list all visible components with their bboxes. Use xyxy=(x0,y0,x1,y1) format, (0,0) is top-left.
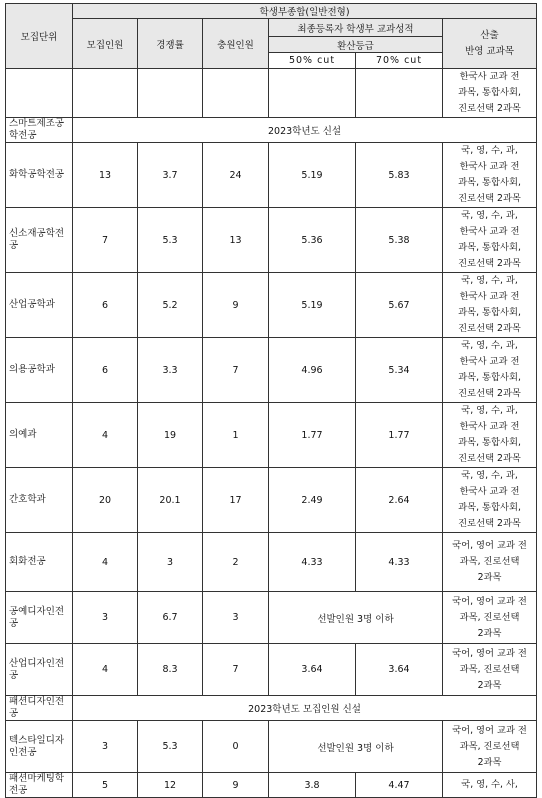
filled-cell: 1 xyxy=(203,403,269,468)
filled-cell: 2 xyxy=(203,533,269,592)
filled-cell: 17 xyxy=(203,468,269,533)
ratio-cell: 5.3 xyxy=(138,721,203,773)
note-cell: 선발인원 3명 이하 xyxy=(269,592,443,644)
recruit-cell: 3 xyxy=(73,721,138,773)
ratio-cell: 3 xyxy=(138,533,203,592)
cut70-cell: 5.67 xyxy=(356,273,443,338)
cut70-cell: 2.64 xyxy=(356,468,443,533)
ratio-cell: 3.7 xyxy=(138,143,203,208)
cut50-cell: 3.64 xyxy=(269,644,356,696)
recruit-cell: 13 xyxy=(73,143,138,208)
unit-cell: 산업디자인전 공 xyxy=(6,644,73,696)
table-body xyxy=(6,69,537,798)
subject-cell: 국, 영, 수, 과, 한국사 교과 전 과목, 통합사회, 진로선택 2과목 xyxy=(443,273,537,338)
cut70-cell: 1.77 xyxy=(356,403,443,468)
cut70-cell xyxy=(356,69,443,118)
subject-cell: 한국사 교과 전 과목, 통합사회, 진로선택 2과목 xyxy=(443,69,537,118)
unit-cell: 텍스타일디자 인전공 xyxy=(6,721,73,773)
table-row xyxy=(6,721,537,773)
subject-cell: 국어, 영어 교과 전 과목, 진로선택 2과목 xyxy=(443,644,537,696)
header-subject: 산출 반영 교과목 xyxy=(443,19,537,69)
ratio-cell: 19 xyxy=(138,403,203,468)
subject-cell: 국, 영, 수, 과, 한국사 교과 전 과목, 통합사회, 진로선택 2과목 xyxy=(443,143,537,208)
cut70-cell: 4.33 xyxy=(356,533,443,592)
cut70-cell: 5.38 xyxy=(356,208,443,273)
header-filled: 충원인원 xyxy=(203,19,269,69)
cut50-cell: 5.19 xyxy=(269,143,356,208)
unit-cell xyxy=(6,69,73,118)
header-ratio: 경쟁률 xyxy=(138,19,203,69)
cut50-cell: 3.8 xyxy=(269,773,356,798)
ratio-cell xyxy=(138,69,203,118)
cut50-cell: 2.49 xyxy=(269,468,356,533)
filled-cell: 24 xyxy=(203,143,269,208)
unit-cell: 패션디자인전 공 xyxy=(6,696,73,721)
filled-cell: 13 xyxy=(203,208,269,273)
table-row xyxy=(6,273,537,338)
cut50-cell: 4.96 xyxy=(269,338,356,403)
cut50-cell xyxy=(269,69,356,118)
ratio-cell: 12 xyxy=(138,773,203,798)
recruit-cell: 4 xyxy=(73,403,138,468)
unit-cell: 회화전공 xyxy=(6,533,73,592)
recruit-cell: 3 xyxy=(73,592,138,644)
note-cell: 2023학년도 모집인원 신설 xyxy=(73,696,537,721)
unit-cell: 패션마케팅학 전공 xyxy=(6,773,73,798)
table-row xyxy=(6,143,537,208)
cut70-cell: 5.34 xyxy=(356,338,443,403)
admission-results-table xyxy=(5,3,537,798)
unit-cell: 간호학과 xyxy=(6,468,73,533)
table-row xyxy=(6,533,537,592)
recruit-cell: 6 xyxy=(73,338,138,403)
recruit-cell: 20 xyxy=(73,468,138,533)
subject-cell: 국, 영, 수, 과, 한국사 교과 전 과목, 통합사회, 진로선택 2과목 xyxy=(443,208,537,273)
table-row xyxy=(6,592,537,644)
ratio-cell: 6.7 xyxy=(138,592,203,644)
recruit-cell: 6 xyxy=(73,273,138,338)
header-group: 학생부종합(일반전형) xyxy=(73,4,537,19)
unit-cell: 화학공학전공 xyxy=(6,143,73,208)
recruit-cell: 5 xyxy=(73,773,138,798)
note-cell: 2023학년도 신설 xyxy=(73,118,537,143)
cut70-cell: 5.83 xyxy=(356,143,443,208)
subject-cell: 국어, 영어 교과 전 과목, 진로선택 2과목 xyxy=(443,721,537,773)
cut50-cell: 5.19 xyxy=(269,273,356,338)
ratio-cell: 20.1 xyxy=(138,468,203,533)
unit-cell: 의용공학과 xyxy=(6,338,73,403)
header-grade-bottom: 환산등급 xyxy=(269,37,443,53)
table-row xyxy=(6,118,537,143)
header-recruit: 모집인원 xyxy=(73,19,138,69)
subject-cell: 국, 영, 수, 과, 한국사 교과 전 과목, 통합사회, 진로선택 2과목 xyxy=(443,403,537,468)
filled-cell: 0 xyxy=(203,721,269,773)
cut50-cell: 1.77 xyxy=(269,403,356,468)
subject-cell: 국, 영, 수, 과, 한국사 교과 전 과목, 통합사회, 진로선택 2과목 xyxy=(443,468,537,533)
cut50-cell: 4.33 xyxy=(269,533,356,592)
ratio-cell: 5.3 xyxy=(138,208,203,273)
subject-cell: 국, 영, 수, 사, xyxy=(443,773,537,798)
cut70-cell: 3.64 xyxy=(356,644,443,696)
recruit-cell: 4 xyxy=(73,644,138,696)
subject-cell: 국어, 영어 교과 전 과목, 진로선택 2과목 xyxy=(443,592,537,644)
table-row xyxy=(6,696,537,721)
table-row xyxy=(6,773,537,798)
table-row xyxy=(6,338,537,403)
filled-cell: 9 xyxy=(203,273,269,338)
header-grade-top: 최종등록자 학생부 교과성적 xyxy=(269,19,443,37)
subject-cell: 국어, 영어 교과 전 과목, 진로선택 2과목 xyxy=(443,533,537,592)
header-cut70: 70% cut xyxy=(356,53,443,69)
unit-cell: 의예과 xyxy=(6,403,73,468)
header-cut50: 50% cut xyxy=(269,53,356,69)
table-row xyxy=(6,69,537,118)
cut70-cell: 4.47 xyxy=(356,773,443,798)
recruit-cell xyxy=(73,69,138,118)
unit-cell: 스마트제조공 학전공 xyxy=(6,118,73,143)
unit-cell: 공예디자인전 공 xyxy=(6,592,73,644)
header-unit: 모집단위 xyxy=(6,4,73,69)
table-row xyxy=(6,208,537,273)
recruit-cell: 4 xyxy=(73,533,138,592)
filled-cell: 7 xyxy=(203,338,269,403)
table-row xyxy=(6,644,537,696)
recruit-cell: 7 xyxy=(73,208,138,273)
unit-cell: 신소재공학전 공 xyxy=(6,208,73,273)
unit-cell: 산업공학과 xyxy=(6,273,73,338)
subject-cell: 국, 영, 수, 과, 한국사 교과 전 과목, 통합사회, 진로선택 2과목 xyxy=(443,338,537,403)
filled-cell xyxy=(203,69,269,118)
table-row xyxy=(6,403,537,468)
filled-cell: 7 xyxy=(203,644,269,696)
table-row xyxy=(6,468,537,533)
filled-cell: 9 xyxy=(203,773,269,798)
ratio-cell: 5.2 xyxy=(138,273,203,338)
ratio-cell: 3.3 xyxy=(138,338,203,403)
cut50-cell: 5.36 xyxy=(269,208,356,273)
note-cell: 선발인원 3명 이하 xyxy=(269,721,443,773)
filled-cell: 3 xyxy=(203,592,269,644)
ratio-cell: 8.3 xyxy=(138,644,203,696)
